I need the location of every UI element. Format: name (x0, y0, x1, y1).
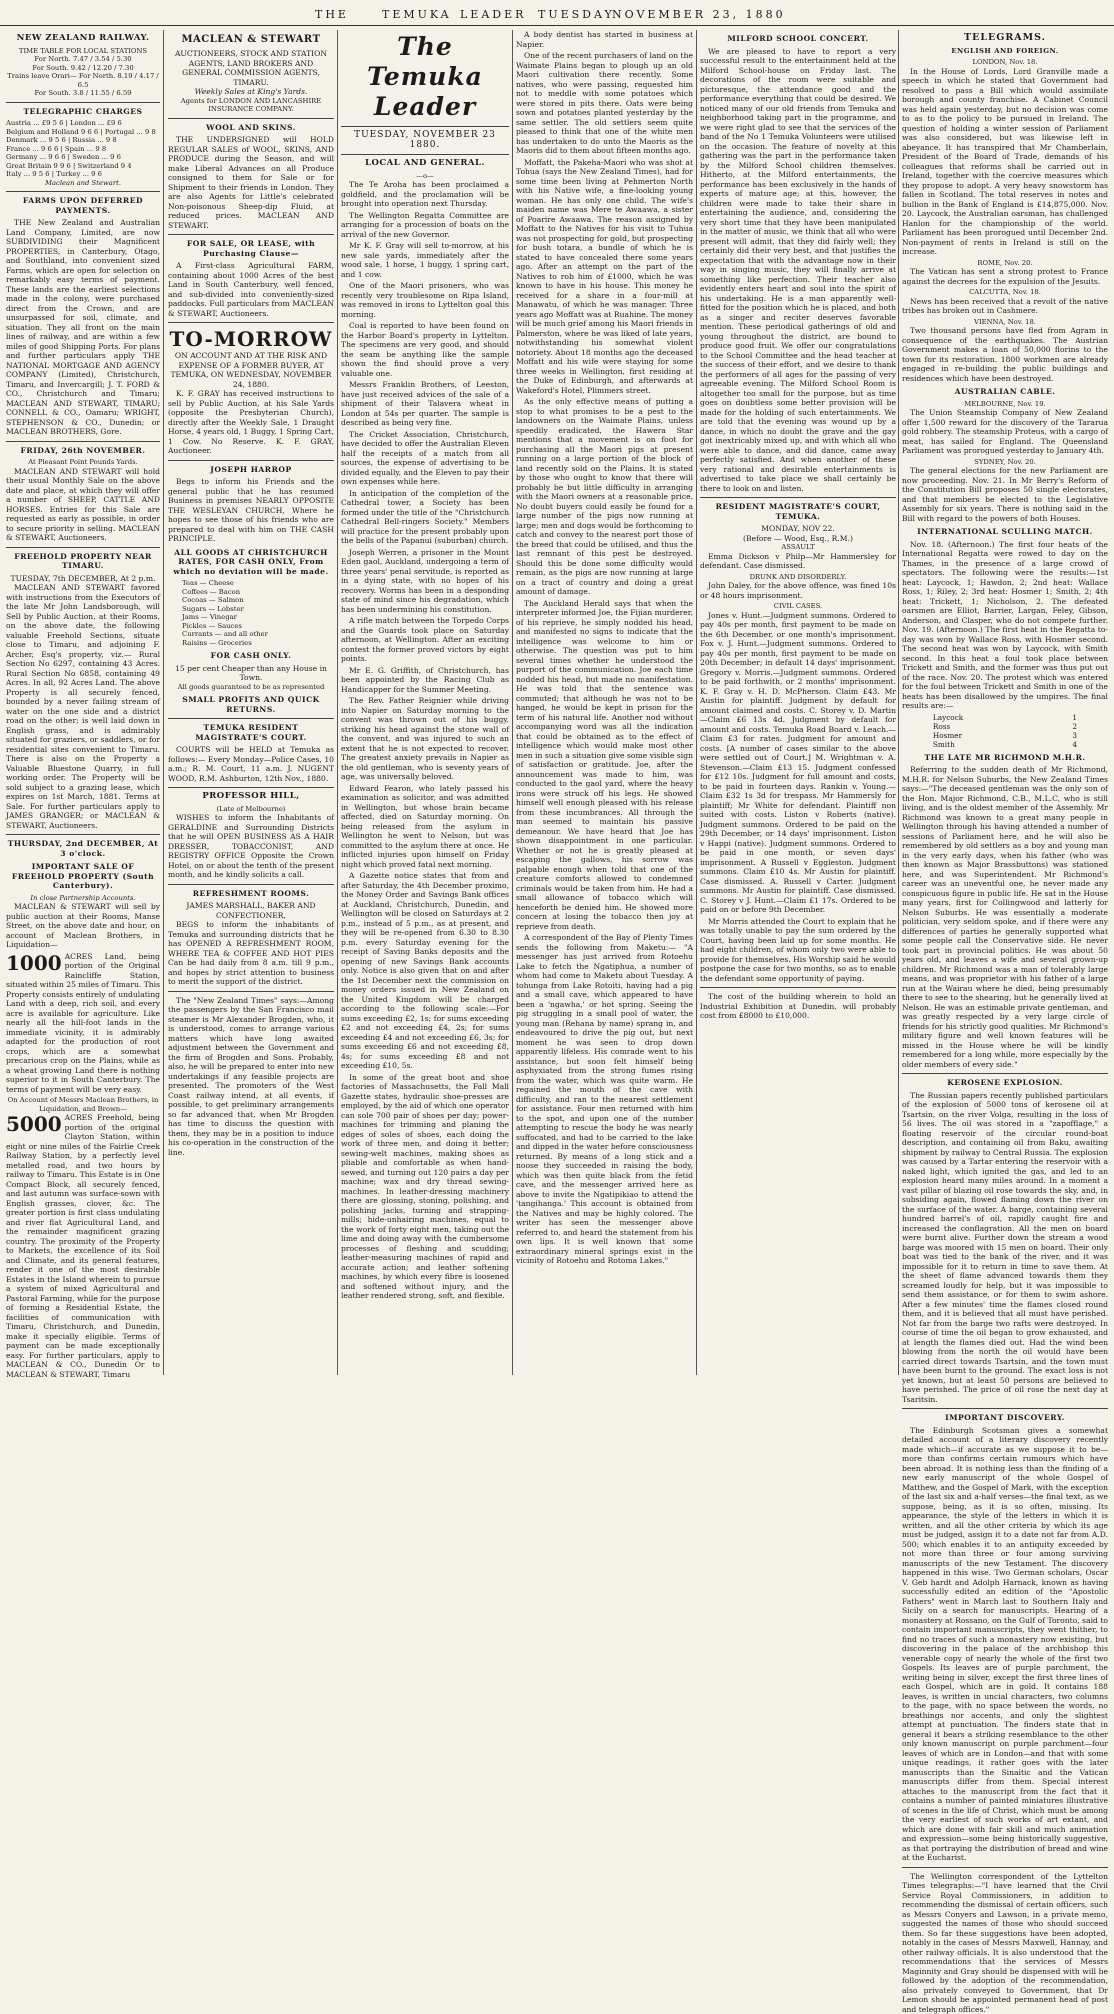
column-rule (696, 30, 697, 1375)
newspaper-flag: The Temuka Leader (341, 32, 509, 122)
marshall-name: JAMES MARSHALL, BAKER AND CONFECTIONER, (168, 901, 334, 920)
divider (168, 787, 334, 788)
concert-text: We are pleased to have to report a very successful result to the entertainment held at the Milford School-house on Friday last. The decorations of the room were suitable and picturesque, the attendance good and the performance everything that could be desired. We noticed many of our old friends from Temuka and neighborhood taking part in the programme, and we were right glad to see that the services of the band of the No 1 Temuka Volunteers were utilised on the occasion. The feature of novelty at this gathering was the part in the performance taken by the Milford School children themselves. Hitherto, at the Milford entertainments, the performance has been exclusively in the hands of experts of mature age; at this, however, the children were made to take their share in entertaining the audience, and, considering the very short time that they have been manipulated in the matter of music, we think that all who were present will admit, that they did fairly well; they certainly did their very best, and that justifies the expectation that with the advantage now in their way in singing music, they will finally arrive at something like perfection. Their teacher also evidently enters heart and soul into the spirit of his undertaking. He is a man apparently well-fitted for the position which he is placed, and both as a singer and reciter deserves favorable mention. These periodical gatherings of old and young throughout the district, are bound to produce good fruit. We offer our congratulations to the School Committee and the head teacher at the success of their effort, and we desire to thank the performers of all ages for the passing of very agreeable evening. The Milford School Room is altogether too small for the purpose, but as time goes on doubtless some better provision will be made for the holding of such entertainments. We are told that the evening was wound up by a dance, in which no doubt the grave and the gay got inextricably mixed up, and with which all who were able to dance, and did dance, came away perfectly satisfied. And when another of these very rational and desirable entertainments is advertised to take place we shall certainly be there to look on and listen. (700, 47, 896, 494)
acres-5000-block (6, 1113, 160, 1379)
column-1 (6, 30, 160, 1378)
discovery-text: The Edinburgh Scotsman gives a somewhat detailed account of a literary discovery recently made which—if accurate as we suppose it to be—more than confirms certain rumours which have been abroad. It is nothing less than the finding of a new early manuscript of the whole Gospel of Matthew, and the Gospel of Mark, with the exception of the last six and a-half verses—the final text, as we suppose, being, as it is so often, missing. Its appearance, the style of the letters in which it is written, and all the other criteria by which its age must be judged, assign it to a date not far from A.D. 500; which enables it to an antiquity exceeded by not more than three or four among surviving manuscripts of the new Testament. The discovery happened in this wise. Two German scholars, Oscar V. Geb hardt and Adolph Harnack, known as having successfully edited an edition of the "Apostolic Fathers" went in March last to Southern Italy and Sicily on a search for manuscripts. Hearing of a monastery at Rossano, on the Gulf of Toronto, said to contain important manuscripts, they went thither, to find no traces of such a monastery now existing, but discovering in the palace of the archbishop this venerable copy of nearly the whole of the first two Gospels. Its leaves are of purple parchment, the writing being in silver, except the first three lines of each Gospel, which are in gold. It contains 188 leaves, is written in uncial characters, two columns to the page, with no space between the words, no breathings nor accents, and only the slightest attempt at punctuation. The finders state that in general it bears a striking resemblance to the other only known manuscript on purple parchment—four leaves of which are in London—and that with some unique readings, it rather goes with the later manuscripts than the Sinaitic and the Vatican manuscripts differ from them. Special interest attaches to the manuscript from the fact that it contains a number of painted miniatures illustrative of scenes in the life of Christ, which must be among the very earliest of such works of art extant, and which are done with fair skill and much animation and expression—some being historically suggestive, as that portraying the distribution of bread and wine at the Eucharist. (902, 1426, 1108, 1863)
rm-court-date: MONDAY, NOV 22. (700, 524, 896, 534)
dateline-melbourne: MELBOURNE, Nov. 19. (902, 400, 1108, 409)
melbourne-text: The Union Steamship Company of New Zealand offer 1,500 reward for the discovery of the Tararua gold robbery. The steamship Proteus, with a cargo of meat, has sailed for England. The Queensland Parliament was prorogued yesterday to January 4th. (902, 408, 1108, 456)
news-paragraph: A body dentist has started in business at Napier. (516, 30, 693, 49)
thursday-sale-date: THURSDAY, 2nd DECEMBER, At 3 o'clock. (6, 839, 160, 858)
english-foreign-heading: ENGLISH AND FOREIGN. (902, 47, 1108, 56)
important-sale-text: MACLEAN & STEWART will sell by public auction at their Rooms, Manse Street, on the above date and hour, on account of Maclean Brothers, in Liquidation— (6, 902, 160, 950)
tomorrow-subtext: ON ACCOUNT AND AT THE RISK AND EXPENSE OF A FORMER BUYER, AT TEMUKA, ON WEDNESDAY, NOVEMBER 24, 1880. (168, 351, 334, 389)
news-paragraph: A correspondent of the Bay of Plenty Times sends the following from Maketu:— "A messenger has just arrived from Rotoehu Lake to fetch the Ngatiphua, a number of whom had come to Maketu about Tuesday. A tohunga from Lake Rotoiti, having had a pig and a small cave, which appeared to have been a 'ngawha,' or hot spring. Seeing the pig struggling in a small pool of water, the young man (Rehana by name) sprang in, and endeavoured to drive the pig out, but next moment he was seen to drop down apparently lifeless. His comrade went to his assistance, but soon felt himself being asphyxiated from the strong fumes rising from the water, which was quite warm. He regained the mouth of the cave with difficulty, and ran to the nearest settlement for assistance. Four men returned with him to the spot, and upon one of the number attempting to rescue the body he was nearly suffocated, and had to be carried to the lake and dipped in the water before consciousness returned. By means of a long stick and a noose they succeeded in raising the body, which was then quite black from the fetid cave, and the messenger arrived here as above to invite the Ngatipikiao to attend the 'tangihanga.' This account is obtained from the Natives and may be highly colored. The writer has seen the messenger above referred to, and heard the statement from his own lips. It is well known that some extraordinary mineral springs exist in the vicinity of Rotoehu and Rotoma Lakes." (516, 933, 693, 1266)
section-ornament: —o— (341, 172, 509, 181)
news-paragraph: One of the Maori prisoners, who was recently very troublesome on Ripa Island, was removed in irons to Lyttelton goal this morning. (341, 281, 509, 319)
rower-position: 3 (1058, 731, 1077, 740)
railway-times-row: For South. 3.8 / 11.55 / 6.59 (6, 89, 160, 98)
london-text: In the House of Lords, Lord Granville made a speech in which he stated that Government had resolved to pass a Bill which would assimilate borough and county franchise. A Cabinet Council was held again yesterday, but no decision was come to as to the policy to be pursued in Ireland. The question of holding a winter session of Parliament was also considered, but was likewise left in abeyance. It has transpired that Mr Chamberlain, President of the Board of Trade, demands of his colleagues that reforms shall be carried out in Ireland, together with the coercive measures which they propose to adopt. A very heavy snowstorm has fallen in Scotland. The total reserves in notes and bullion in the Bank of England is £14,875,000. Nov. 20. Laycock, the Australian oarsman, has challenged Hanlon for the championship of the world. Parliament has been prorogued until December 2nd. Non-payment of rents in Ireland is still on the increase. (902, 67, 1108, 257)
hill-sub: (Late of Melbourne) (168, 805, 334, 814)
goods-list (168, 579, 334, 647)
goods-row: Teas — Cheese (182, 579, 334, 588)
civil-text: Jones v. Hunt.—Judgment summons. Ordered to pay 40s per month, first payment to be made on the 6th December, or one month's imprisonment. Fox v. J. Hunt.—Judgment summons. Ordered to pay 40s per month, first payment to be made on 20th December; in default 14 days' imprisonment. Gregory v. Morris.—Judgment summons. Ordered to be paid forthwith, or 2 months' imprisonment. K. F. Gray v. H. D. McPherson. Claim £43. Mr Austin for plaintiff. Judgment by default for amount claimed and costs. C. Storey v. D. Martin—Claim £6 13s 4d. Judgment by default for amount and costs. Temuka Road Board v. Leach.—Claim £3 for rates. Judgment for amount and costs. [A number of cases similar to the above were settled out of Court.] M. Wrightman v. A. Stevenson.—Claim £13 15. Judgment confessed for £12 10s. Judgment for full amount and costs, to be paid in fourteen days. Rankin v. Young.—Claim £32 1s 3d for trespass. Mr Hammersly for plaintiff; Mr White for defendant. Plaintiff non suited with costs. Liston v Roberts (native). Judgment summons. Ordered to be paid on the 29th December, or 14 days' imprisonment. Liston v Happi (native). Judgment summons. Ordered to be paid in one month, or seven days' imprisonment. A Russell v Eggleston. Judgment summons. Claim £10 4s. Mr Austin for plaintiff. Case dismissed. A. Russell v Carter. Judgment summons. Mr Austin for plaintiff. Case dismissed. C. Storey v J. Hunt.—Claim £1 17s. Ordered to be paid on or before 9th December. (700, 611, 896, 915)
divider (341, 154, 509, 155)
telegraph-row: Denmark ... 9 5 6 | Russia ... 9 8 (6, 136, 160, 145)
australian-cable-heading: AUSTRALIAN CABLE. (902, 387, 1108, 397)
masthead (0, 0, 1114, 26)
news-paragraph: Coal is reported to have been found on the Harbor Board's property in Lyttelton. The specimens are very good, and should the seam be anything like the sample shown the find should prove a very valuable one. (341, 321, 509, 378)
dateline-london: LONDON, Nov. 18. (902, 58, 1108, 67)
table-row (933, 740, 1077, 749)
telegraph-signature: Maclean and Stewart. (6, 179, 160, 188)
friday-sale-text: MACLEAN AND STEWART will hold their usual Monthly Sale on the above date and place, at which they will offer a number of SHEEP, CATTLE AND HORSES. Entries for this Sale are requested as early as possible, in order to secure priority in selling. MACLEAN & STEWART, Auctioneers. (6, 467, 160, 543)
sydney-text: The general elections for the new Parliament are now proceeding. Nov. 21. In Mr Berry's Reform of the Constitution Bill proposes 50 single electorates, and that members be elected to the Legislative Assembly for six years. There is nothing said in the Bill with regard to the powers of both Houses. (902, 466, 1108, 523)
divider (168, 884, 334, 885)
civil-heading: CIVIL CASES. (700, 602, 896, 611)
on-account: On Account of Messrs Maclean Brothers, in Liquidation, and Brown— (6, 1096, 160, 1113)
news-paragraph: Edward Fearon, who lately passed his examination as solicitor, and was admitted in Wellington, but whose brain became affected, died on Saturday morning. On being released from the asylum in Wellington he went to Nelson, but was committed to the asylum there at once. He inflicted injuries upon himself on Friday night which proved fatal next morning. (341, 784, 509, 870)
rm-court-heading: RESIDENT MAGISTRATE'S COURT, TEMUKA. (700, 502, 896, 521)
divider (168, 460, 334, 461)
telegraph-row: Austria ... £9 5 6 | London ... £9 6 (6, 119, 160, 128)
drunk-heading: DRUNK AND DISORDERLY. (700, 573, 896, 582)
exhibition-text: The cost of the building wherein to hold an Industrial Exhibition at Dunedin, will probably cost from £8000 to £10,000. (700, 992, 896, 1021)
divider (6, 834, 160, 835)
rower-name: Ross (933, 722, 1058, 731)
court-heading: TEMUKA RESIDENT MAGISTRATE'S COURT. (168, 723, 334, 742)
hill-heading: PROFESSOR HILL, (168, 792, 334, 802)
railway-times-row: Trains leave Orari— For North. 8.19 / 4.17 / 6.5 (6, 72, 160, 89)
sculling-results-table (933, 713, 1077, 749)
news-paragraph: One of the recent purchasers of land on the Waimate Plains began to plough up an old Maori cultivation there recently. Some natives, who were passing, requested him not to meddle with some potatoes which were stored in pits there. Oats were being sown and potatoes planted yesterday by the same settler. The old settlers seem quite pleased to think that one of the white men has undertaken to do unto the Maoris as the Maoris did to them about fifteen months ago. (516, 51, 693, 156)
goods-guarantee: All goods guaranteed to be as represented (168, 683, 334, 692)
goods-row: Cocoas — Salmon (182, 596, 334, 605)
masthead-leader: LEADER (460, 8, 526, 21)
masthead-the: THE (315, 8, 349, 21)
news-paragraph: A rifle match between the Torpedo Corps and the Guards took place on Saturday afternoon, at Wellington. After an exciting contest the former proved victors by eight points. (341, 616, 509, 664)
sculling-text: Nov. 18. (Afternoon.) The first four heats of the International Regatta were rowed to day on the Thames, in the presence of a large crowd of spectators. The following were the results:—1st heat: Laycock, 1; Hawdon, 2; 2nd heat: Wallace Ross, 1; Riley, 2; 3rd heat: Hosmer 1; Smith, 2; 4th heat: Trickett, 1; Nicholson, 2. The defeated oarsmen are Elliot, Barrier, Largan, Feley, Gibson, Anderson, and Clasper, who do not compete further. Nov. 19. (Afternoon.) The first heat in the Regatta to-day was won by Wallace Ross, with Hosmer second. The second heat was won by Laycock, with Smith second. In this heat a foul took place between Trickett and Smith, and the former was thus put out of the race. Nov. 20. The protest which was entered for the foul between Trickett and Smith in one of the heats has been disallowed by the umpires. The final results are:— (902, 540, 1108, 711)
forsale-heading: FOR SALE, OR LEASE, with Purchasing Clause— (168, 239, 334, 258)
divider (341, 126, 509, 127)
news-paragraph: A Gazette notice states that from and after Saturday, the 4th December proximo, the Money Order and Savings Bank offices at Auckland, Christchurch, Dunedin, and Wellington will be closed on Saturdays at 2 p.m., instead of 5 p.m., as at present, and they will be re-opened from 6.30 to 8.30 p.m. every Saturday evening for the receipt of Saving Banks deposits and the opening of new Savings Bank accounts only. Notice is also given that on and after the 1st December next the commission on money orders issued in New Zealand on the United Kingdom will be charged according to the following scale:—For sums exceeding £2, 1s; for sums exceeding £2 and not exceeding £4, 2s; for sums exceeding £4 and not exceeding £6, 3s; for sums exceeding £6 and not exceeding £8, 4s; for sums exceeding £8 and not exceeding £10, 5s. (341, 871, 509, 1071)
telegraph-row: Germany ... 9 6 6 | Sweden ... 9 6 (6, 153, 160, 162)
divider (902, 1073, 1108, 1074)
marshall-text: BEGS to inform the inhabitants of Temuka and surrounding districts that he has OPENED A REFRESHMENT ROOM, WHERE TEA & COFFEE AND HOT PIES Can be had daily from 8 a.m. till 9 p.m., and hopes by strict attention to business to merit the support of the district. (168, 920, 334, 987)
friday-sale-date: FRIDAY, 26th NOVEMBER. (6, 446, 160, 456)
column-4 (516, 30, 693, 1378)
divider (168, 718, 334, 719)
goods-cash: FOR CASH ONLY. (168, 651, 334, 661)
dateline-sydney: SYDNEY, Nov. 20. (902, 458, 1108, 467)
news-paragraph: Mr K. F. Gray will sell to-morrow, at his new sale yards, immediately after the wood sale, 1 horse, 1 buggy, 1 spring cart, and 1 cow. (341, 241, 509, 279)
firm-description: AUCTIONEERS, STOCK AND STATION AGENTS, LAND BROKERS AND GENERAL COMMISSION AGENTS, TIMARU. (168, 49, 334, 87)
column-3 (341, 30, 509, 1378)
rower-name: Laycock (933, 713, 1058, 722)
insurance-agents: Agents for LONDON AND LANCASHIRE INSURANCE COMPANY. (168, 97, 334, 114)
kerosene-text: The Russian papers recently published particulars of the explosion of 5000 tons of kerosene oil at Tsartsin, on the river Volga, resulting in the loss of 56 lives. The oil was stored in a "zapofflage," a floating reservoir of the circular round-boat description, and containing oil from Baku, awaiting shipment by railway to Central Russia. The explosion was caused by a Tartar entering the reservoir with a naked light, which ignited the gas, and led to an explosion heard many miles around. In a moment a vast pillar of blazing oil rose towards the sky, and, in subsiding again, flowed flaming down the river on the surface of the water. A barge, containing several hundred barrel's of oil, rapidly caught fire and increased the conflagration. All the men on board were burnt alive. Further down the stream a wood barge was moored with 15 men on board. Their only boat was tied to the bank of the river, and it was impossible for it to return in time to save them. At the sheet of flame advanced towards them they screamed loudly for help, but it was impossible to send them assistance, or for them to swim ashore. After a few minutes' time the flames closed round them, and it is believed that all must have perished. Not far from the barge two rafts were destroyed. In course of time the oil began to grow exhausted, and at length the flames died out. Had the wind been blowing from the north the oil would have been carried direct towards Tsartsin, and the town must have been burnt to the ground. The exact loss is not yet known, but at least 50 persons are believed to have perished. The price of oil rose the next day at Tsaritsin. (902, 1091, 1108, 1405)
rower-name: Hosmer (933, 731, 1058, 740)
news-paragraph: The Cricket Association, Christchurch, have decided to offer the Australian Eleven half the receipts of a match from all sources, the expense of advertising to be divided equally, and the Eleven to pay their own expenses while here. (341, 430, 509, 487)
divider (700, 987, 896, 988)
table-row (933, 722, 1077, 731)
vienna-text: Two thousand persons have fled from Agram in consequence of the earthquakes. The Austrian Government makes a loan of 50,000 florins to the town for its restoration. 1800 workmen are already engaged in re-building the public buildings and residences which have been destroyed. (902, 326, 1108, 383)
news-paragraph: The Wellington Regatta Committee are arranging for a procession of boats on the arrival of the new Governor. (341, 211, 509, 240)
telegraph-row: France ... 9 6 6 | Spain ... 9 8 (6, 145, 160, 154)
drunk-text: John Daley, for the above offence, was fined 10s or 48 hours imprisonment. (700, 581, 896, 600)
column-6 (902, 30, 1108, 1378)
kerosene-heading: KEROSENE EXPLOSION. (902, 1078, 1108, 1088)
refresh-heading: REFRESHMENT ROOMS. (168, 889, 334, 899)
freehold-heading: FREEHOLD PROPERTY NEAR TIMARU. (6, 552, 160, 571)
masthead-date: NOVEMBER 23, 1880 (612, 8, 786, 21)
hill-text: WISHES to inform the Inhabitants of GERALDINE and Surrounding Districts that he will OPEN BUSINESS AS A HAIR DRESSER, TOBACCONIST, AND REGISTRY OFFICE Opposite the Crown Hotel, on or about the tenth of the present month, and he kindly solicits a call. (168, 813, 334, 880)
small-profits: SMALL PROFITS AND QUICK RETURNS. (168, 695, 334, 714)
masthead-day: TUESDAY (538, 8, 615, 21)
railway-times-row: For North. 7.47 / 3.54 / 5.30 (6, 55, 160, 64)
news-paragraph: In anticipation of the completion of the Cathedral tower, a Society has been formed under the title of the "Christchurch Cathedral Bell-ringers Society." Members will practice for the present probably upon the bells of the Papanui (suburban) church. (341, 489, 509, 546)
acres-1000-number: 1000 (6, 952, 62, 974)
assault-heading: ASSAULT (700, 543, 896, 552)
news-paragraph: As the only effective means of putting a stop to what promises to be a pest to the landowners on the Waimate Plains, unless speedily eradicated, the Hawera Star mentions that a movement is on foot for purchasing all the Maori pigs at present running on a large portion of the block of land recently sold on the Plains. It is stated by those who ought to know that there will probably be but little difficulty in arranging with the Maori owners at a reasonable price. No doubt buyers could easily be found for a large number of the pigs now running at large; men and dogs would be forthcoming to catch and convey to the nearest port those of the breed that could be utilised, and thus the last remnant of this pest be destroyed. Should this be done some difficulty would remain, as the pigs are now running at large on a tract of country and doing a great amount of damage. (516, 397, 693, 597)
kfgray-sale-text: K. F. GRAY has received instructions to sell by Public Auction, at his Sale Yards (opposite the Presbyterian Church), directly after the Weekly Sale, 1 Draught Horse, 4 years old, 1 Buggy, 1 Spring Cart, 1 Cow. No Reserve. K. F. GRAY, Auctioneer. (168, 389, 334, 456)
important-sale-sub: In close Partnership Accounts. (6, 894, 160, 903)
news-paragraph: The Auckland Herald says that when the interpreter informed Joe, the Fijian murderer, of his reprieve, he simply nodded his head, and manifested no signs to indicate that the intelligence was welcome to him or otherwise. The question was put to him several times whether he understood the purport of the communication. Joe each time nodded his head, but made no manifestation. He was told that the sentence was commuted; that although he was not to be hanged, he would be kept in prison for the term of his natural life. Another nod without accompanying word was all the indication that could be obtained as to the effect of intelligence which would make most other men in such a situation give some visible sign of satisfaction or gratitude. Joe, after the announcement was made to him, was conducted to the gaol yard, where the heavy irons were struck off his legs. He showed himself well enough pleased with his release from these incumbrances. All through the man seemed to maintain his passive demeanour. We have heard that Joe has shown disappointment in one particular. Whether or not he is greatly pleased at escaping the gallows, his sorrow was palpable enough when told that one of the creature comforts allowed to condemned criminals would be taken from him. He had a small allowance of tobacco which will henceforth be denied him. He showed more concern at losing the tobacco then joy at reprieve from death. (516, 599, 693, 932)
news-paragraph: The Rev. Father Reignier while driving into Napier on Saturday morning to the convent was thrown out of his buggy, striking his head against the stone wall of the convent, and was injured to such an extent that he is not expected to recover. The greatest anxiety prevails in Napier as the old gentleman, who is seventy years of age, was universally beloved. (341, 696, 509, 782)
telegraph-row: Belgium and Holland 9 6 6 | Portugal ... 9 8 (6, 128, 160, 137)
divider (6, 441, 160, 442)
local-general-heading: LOCAL AND GENERAL. (341, 159, 509, 169)
divider (6, 547, 160, 548)
news-paragraph: In some of the great boot and shoe factories of Massachusetts, the Fall Mall Gazette states, hydraulic shoe-presses are employed, by the aid of which one operator can sole 700 pair of shoes per day; power-machines for trimming and planing the edges of soles of shoes, each doing the work of three men, and doing it better; sewing-welt machines, making shoes as pliable and comfortable as when hand-sewed, and turning out 120 pairs a day per machine; wax and dry thread sewing-machines. In leather-dressing machinery there are glossing, stoning, polishing, and polishing jacks, turning and strapping-mills; hide-unhairing machines, equal to the work of forty eight men, taking out the lime and doing away with the cumbersome processes of fleshing and scudding; leather-measuring machines of rapid and accurate action; and leather softening machines, by which every fibre is loosened and softened without injury, and the leather rendered strong, soft, and flexible. (341, 1073, 509, 1301)
divider (902, 1408, 1108, 1409)
calcutta-text: News has been received that a revolt of the native tribes has broken out in Cashmere. (902, 297, 1108, 316)
divider (168, 991, 334, 992)
goods-discount: 15 per cent Cheaper than any House in Town. (168, 664, 334, 683)
dateline-rome: ROME, Nov. 20. (902, 259, 1108, 268)
news-paragraph: Mr E. G. Griffith, of Christchurch, has been appointed by the Racing Club as Handicapper for the Summer Meeting. (341, 666, 509, 695)
table-row (933, 731, 1077, 740)
late-richmond-text: Referring to the sudden death of Mr Richmond, M.H.R. for Nelson Suburbs, the New Zealand Times says:—"The deceased gentleman was the only son of the Hon. Major Richmond, C.B., M.L.C, who is still living, and is the oldest member of the Assembly. Mr Richmond was known to a great many people in Wellington through his having attended a number of sessions of Parliament here, and he will also be remembered by old settlers as a boy and young man in the very early days, when his father (who was then known as Major Brassbuttons) was stationed here, and was Superintendent. Mr Richmond's career was an uneventful one, he never made any conspicuous figure in public life. He sat in the House many years, first for Collingwood and latterly for Nelson Suburbs. He was essentially a moderate politician, very seldom spoke, and if there were any differences of parties he generally supported what some people call the Conservative side. He never took part in provincial politics. He was about 50 years old, and leaves a wife and several grown-up children. Mr Richmond was a man of tolerably large means, and was proprietor with his father of a large run at the Wairau where he died, being presumably there to see to the shearing, but he generally lived at Nelson. He was an estimable private gentleman, and was greatly respected by a very large circle of friends for his strictly good qualities. Mr Richmond's military figure and well known features will be missed in the House where he will be kindly remembered for a long while, more especially by the older members of every side." (902, 765, 1108, 1069)
harrop-text: Begs to inform his Friends and the general public that he has resumed Business in premises NEARLY OPPOSITE THE WESLEYAN CHURCH, Where he hopes to see those of his friends who are prepared to deal with him on THE CASH PRINCIPLE. (168, 477, 334, 544)
divider (168, 118, 334, 119)
rower-position: 1 (1058, 713, 1077, 722)
tuesday-sale-date: TUESDAY, 7th DECEMBER, At 2 p.m. (6, 574, 160, 584)
column-rule (337, 30, 338, 1375)
forsale-text: A First-class Agricultural FARM, containing about 1000 Acres of the best Land in South Canterbury, well fenced, and sub-divided into conveniently-sized paddocks. Full particulars from MACLEAN & STEWART, Auctioneers. (168, 261, 334, 318)
acres-1000-block (6, 952, 160, 1095)
telegrams-heading: TELEGRAMS. (902, 33, 1108, 43)
acres-5000-number: 5000 (6, 1113, 62, 1135)
divider (700, 497, 896, 498)
column-5 (700, 30, 896, 1378)
news-paragraph: Messrs Franklin Brothers, of Leeston, have just received advices of the sale of a shipment of their Talavera wheat in London at 54s per quarter. The sample is described as being very fine. (341, 380, 509, 428)
column-rule (512, 30, 513, 1375)
masthead-temuka: TEMUKA (382, 8, 452, 21)
farms-advert: THE New Zealand and Australian Land Company, Limited, are now SUBDIVIDING their Magnificent PROPERTIES, in Canterbury, Otago, and Southland, into convenient sized Farms, which are open for selection on remarkably easy terms of payment. These lands are the earliest selections made in the colony, were purchased direct from the Crown, and are unsurpassed for soil, climate, and situation. They all front on the main lines of railway, and are within a few miles of good Shipping Ports. For plans and further particulars apply THE NATIONAL MORTGAGE AND AGENCY COMPANY (Limited), Christchurch, Timaru, and Invercargill; J. T. FORD & CO., Christchurch and Timaru; MACLEAN AND STEWART, TIMARU; CONNELL & CO., Oamaru; WRIGHT, STEPHENSON & CO., Dunedin; or MACLEAN BROTHERS, Gore. (6, 218, 160, 437)
farms-heading: FARMS UPON DEFERRED PAYMENTS. (6, 196, 160, 215)
goods-row: Sugars — Lobster (182, 605, 334, 614)
dateline-vienna: VIENNA, Nov. 18. (902, 318, 1108, 327)
telegraph-title: TELEGRAPHIC CHARGES (6, 107, 160, 117)
wool-text: THE UNDERSIGNED will HOLD REGULAR SALES of WOOL, SKINS, AND PRODUCE during the Season, and will make Liberal Advances on all Produce consigned to them for Sale or for Shipment to their friends in London. They are also Agents for Little's celebrated Non-poisonous Sheep-dip Fluid, at reduced prices. MACLEAN AND STEWART. (168, 135, 334, 230)
rower-position: 4 (1058, 740, 1077, 749)
column-rule (898, 30, 899, 1375)
acres-1000-text: ACRES Land, being portion of the Original Raincliffe Station, situated within 25 miles of Timaru. This Property consists entirely of undulating Land with a deep, rich soil, and every acre is available for agriculture. Like nearly all the hill-foot lands in the immediate vicinity, it is admirably adapted for the production of root crops, which are a somewhat precarious crop on the Plains, while as a wheat growing Land there is nothing superior to it in South Canterbury. The terms of payment will be very easy. (6, 952, 160, 1094)
goods-row: Jams — Vinegar (182, 613, 334, 622)
firm-name: MACLEAN & STEWART (168, 34, 334, 46)
discovery-heading: IMPORTANT DISCOVERY. (902, 1413, 1108, 1423)
telegraph-row: Great Britain 9 9 6 | Switzerland 9 4 (6, 162, 160, 171)
goods-row: Coffees — Bacon (182, 588, 334, 597)
column-2 (168, 30, 334, 1378)
harrop-name: JOSEPH HARROP (168, 465, 334, 475)
sculling-heading: INTERNATIONAL SCULLING MATCH. (902, 527, 1108, 537)
goods-row: Pickles — Sauces (182, 622, 334, 631)
divider (168, 322, 334, 323)
divider (6, 102, 160, 103)
railway-title: NEW ZEALAND RAILWAY. (6, 34, 160, 44)
news-paragraph: Joseph Werren, a prisoner in the Mount Eden gaol, Auckland, undergoing a term of three years' penal servitude, is reported as in a dying state, with no hopes of his recovery. Worms has been in a desponding state of mind since his degradation, which has been undermining his constitution. (341, 548, 509, 615)
important-sale-heading: IMPORTANT SALE OF FREEHOLD PROPERTY (South Canterbury). (6, 862, 160, 891)
wellington-text: The Wellington correspondent of the Lyttelton Times telegraphs:—"I have learned that the Civil Service Royal Commissioners, in addition to recommending the dismissal of certain officers, such as Messrs Conyers and Lawson, in a private memo, suggested the names of those who should succeed them. So far these suggestions have been adopted, notably in the cases of Messrs Maxwell, Hannay, and other railway officials. It is also understood that the recommendations that the services of Messrs Maginnity and Gray should be dispensed with will be followed by the adoption of the recommendation, also privately conveyed to Government, that Dr Lemon should be appointed permanent head of post and telegraph offices." (902, 1872, 1108, 2014)
news-paragraph: Moffatt, the Pakeha-Maori who was shot at Tohua (says the New Zealand Times), had for some time been living at Pehmerton North with his Native wife, a fine-looking young woman. He has only one child. The wife's maiden name was Mere te Awaawa, a sister of Poarire Awaawa. The reason assigned by Moffatt to the Natives for his visit to Tuhua was not prospecting for gold, but prospecting for bush totara, a bundle of which he is stated to have concealed there some years ago. After an attempt on the part of the Natives to rob him of £1000, which he was known to have in his house. This money he received for a share in a four-mill at Manawatu, of which he was manager. Three years ago Moffatt was at Ruahine. The money will be much grief among his Maori friends in Palmerston, where he was liked of late years, notwithstanding his somewhat violent notoriety. About 18 months ago the deceased Moffatt and his wife were staying for some three weeks in Wellington, first residing at the Duke of Edinburgh, and afterwards at Wakeford's Hotel, Plimmers street. (516, 158, 693, 396)
goods-heading: ALL GOODS AT CHRISTCHURCH RATES, FOR CASH ONLY, From which no deviation will be made. (168, 548, 334, 577)
column-rule (163, 30, 164, 1375)
rower-name: Smith (933, 740, 1058, 749)
rm-court-bench: (Before — Wood, Esq., R.M.) (700, 534, 896, 544)
tomorrow-heading: TO-MORROW (168, 327, 334, 351)
friday-sale-place: At Pleasant Point Pounds Yards. (6, 458, 160, 467)
news-paragraph: The Te Aroha has been proclaimed a goldfield, and the proclamation will be brought into operation next Thursday. (341, 180, 509, 209)
weekly-sales: Weekly Sales at King's Yards. (168, 87, 334, 97)
telegraph-row: Italy ... 9 5 6 | Turkey ... 9 6 (6, 170, 160, 179)
goods-row: Currants — and all other (182, 630, 334, 639)
assault-text: Emma Dickson v Philp—Mr Hammersley for defendant. Case dismissed. (700, 552, 896, 571)
acres-5000-text: ACRES Freehold, being portion of the original Clayton Station, within eight or nine miles of the Fairlie Creek Railway Station, by a perfectly level metalled road, and two hours by railway to Timaru. This Estate is in One Compact Block, all securely fenced, and last autumn was surface-sown with English grasses, clover, &c. The greater portion is first class undulating and river flat Agricultural Land, and the remainder magnificent grazing country. The proximity of the Property to Markets, the excellence of its Soil and Climate, and its general features, render it one of the most desirable Estates in the Island wherein to pursue a system of mixed Agricultural and Pastoral Farming, while for the purpose of forming a Residential Estate, the facilities of communication with Timaru, Christchurch, and Dunedin, make it specially eligible. Terms of payment can be made exceptionally easy. For further particulars, apply to MACLEAN & CO., Dunedin Or to MACLEAN & STEWART, Timaru (6, 1113, 160, 1379)
nz-times-paragraph: The "New Zealand Times" says:—Among the passengers by the San Francisco mail steamer is Mr Alexander Brogden, who, it is understood, comes to arrange various matters which have long awaited adjustment between the Government and the firm of Brogden and Sons. Probably, also, he will be prepared to enter into new undertakings if any feasible projects are presented. The promoters of the West Coast railway intend, at all events, if possible, to get preliminary arrangements so far advanced that, when Mr Brogden has time to discuss the question with them, they may be in a position to induce his co-operation in the construction of the line. (168, 996, 334, 1158)
divider (168, 234, 334, 235)
railway-times-row: For South. 9.42 / 12.20 / 7.30 (6, 64, 160, 73)
morris-text: Mr Morris attended the Court to explain that he was totally unable to pay the sum ordered by the Court, having been laid up for some months. He had eight children, of whom only two were able to provide for themselves. His Worship said he would postpone the case for two months, so as to enable the defendant some opportunity of paying. (700, 917, 896, 984)
rower-position: 2 (1058, 722, 1077, 731)
divider (6, 191, 160, 192)
late-richmond-heading: THE LATE MR RICHMOND M.H.R. (902, 753, 1108, 763)
goods-row: Raisins — Groceries (182, 639, 334, 648)
tuesday-sale-text: MACLEAN AND STEWART favored with instructions from the Executors of the late Mr John Landsborough, will Sell by Public Auction, at their Rooms, on the above date, the following valuable Freehold Sections, situate close to Timaru, and adjoining F. Archer, Esq's property, viz.— Rural Section No 6297, containing 43 Acres. Rural Section No 6858, containing 49 Acres. In all, 92 Acres Land. The above Property is all securely fenced, bounded by a never failing stream of water on the one side and a district road on the other; is well laid down in English grass, and is admirably situated for graziers, or saddlers, or for residential sites convenient to Timaru. There is also on the Property a Valuable Bluestone Quarry, in full working order. The Property will be sold subject to a grazing lease, which expires on 1st March, 1881. Terms at Sale. For further particulars apply to JAMES GRANGER; or MACLEAN & STEWART, Auctioneers. (6, 583, 160, 830)
railway-subtitle: TIME TABLE FOR LOCAL STATIONS (6, 47, 160, 56)
rome-text: The Vatican has sent a strong protest to France against the decrees for the expulsion of the Jesuits. (902, 267, 1108, 286)
issue-date: TUESDAY, NOVEMBER 23 1880. (341, 131, 509, 150)
wool-heading: WOOL AND SKINS. (168, 123, 334, 133)
concert-heading: MILFORD SCHOOL CONCERT. (700, 34, 896, 44)
dateline-calcutta: CALCUTTA, Nov. 18. (902, 288, 1108, 297)
court-text: COURTS will be HELD at Temuka as follows:— Every Monday—Police Cases, 10 a.m.; R. M. Court, 11 a.m. J. NUGENT WOOD, R.M. Ashburton, 12th Nov., 1880. (168, 745, 334, 783)
table-row (933, 713, 1077, 722)
divider (902, 1867, 1108, 1868)
